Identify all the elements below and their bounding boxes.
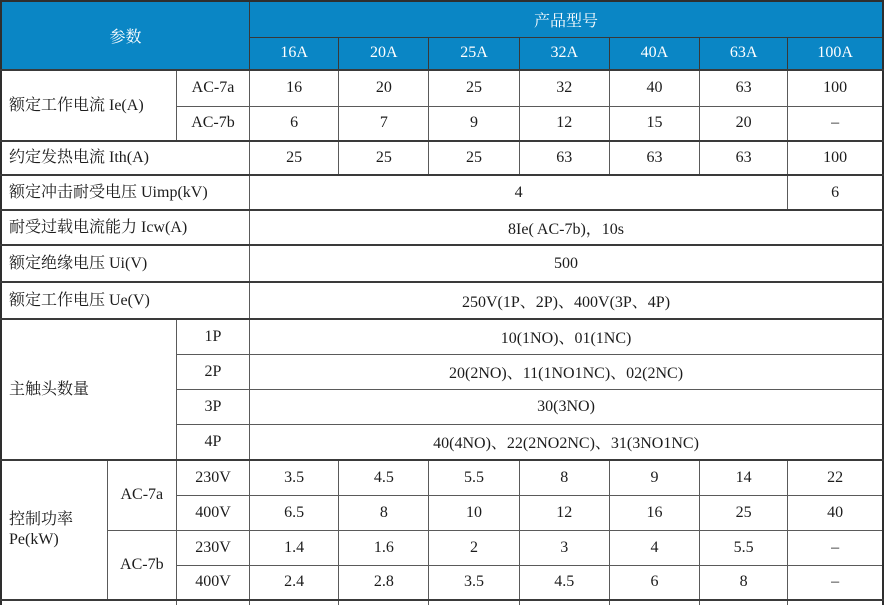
row-label-ie: 额定工作电流 Ie(A) [1, 70, 176, 141]
sub-label-pe-ac7b-400v: 400V [176, 565, 249, 600]
table-cell: 4 [250, 175, 788, 210]
sub-label-pe-ac7a-230v: 230V [176, 460, 249, 495]
table-cell: 16 [250, 70, 339, 106]
sub-label-4p: 4P [176, 424, 249, 460]
param-header-cell: 参数 [1, 1, 250, 70]
row-label-icw: 耐受过载电流能力 Icw(A) [1, 210, 250, 245]
table-cell: 63 [700, 141, 788, 175]
model-header-cell: 产品型号 [250, 1, 883, 37]
row-pe-ac7b-230v [1, 530, 883, 565]
row-label-ith: 约定发热电流 Ith(A) [1, 141, 250, 175]
table-cell: 63 [700, 70, 788, 106]
sub-label-2p: 2P [176, 354, 249, 389]
table-cell: 6 [250, 106, 339, 141]
table-cell: 5.5 [700, 530, 788, 565]
table-cell: 15 [609, 106, 699, 141]
sub-label-pe-ac7a: AC-7a [107, 460, 176, 530]
table-cell: 25 [250, 141, 339, 175]
table-cell: 12 [519, 495, 609, 530]
sub-label-1p: 1P [176, 319, 249, 354]
table-cell: 63 [609, 141, 699, 175]
row-ie-ac7a [1, 70, 883, 106]
col-header-20a: 20A [339, 37, 429, 70]
table-cell: 4 [609, 530, 699, 565]
table-cell: 30(3NO) [250, 389, 883, 424]
col-header-40a: 40A [609, 37, 699, 70]
table-cell: 8 [339, 495, 429, 530]
table-cell [429, 600, 519, 605]
sub-label-pe-ac7a-400v: 400V [176, 495, 249, 530]
table-cell: 25 [339, 141, 429, 175]
table-cell: 1.4 [250, 530, 339, 565]
col-header-25a: 25A [429, 37, 519, 70]
row-ue [1, 282, 883, 319]
table-cell: 6 [788, 175, 883, 210]
table-cell: 10(1NO)、01(1NC) [250, 319, 883, 354]
table-cell: 8 [700, 565, 788, 600]
table-cell: 6 [609, 565, 699, 600]
table-cell: 100 [788, 141, 883, 175]
table-cell: 25 [700, 495, 788, 530]
sub-label-ac7b: AC-7b [176, 106, 249, 141]
table-cell: 20 [339, 70, 429, 106]
table-cell: 14 [700, 460, 788, 495]
table-cell: 8 [519, 460, 609, 495]
row-label-contacts: 主触头数量 [1, 319, 176, 460]
table-cell: 40 [609, 70, 699, 106]
table-cell: – [788, 565, 883, 600]
col-header-32a: 32A [519, 37, 609, 70]
table-cell: 40 [788, 495, 883, 530]
table-cell: 12 [519, 106, 609, 141]
table-cell: 250V(1P、2P)、400V(3P、4P) [250, 282, 883, 319]
table-cell [176, 600, 249, 605]
table-cell: 22 [788, 460, 883, 495]
table-cell: 500 [250, 245, 883, 282]
table-cell [519, 600, 609, 605]
table-cell: 6.5 [250, 495, 339, 530]
header-row-1 [1, 1, 883, 37]
table-cell: 20(2NO)、11(1NO1NC)、02(2NC) [250, 354, 883, 389]
table-cell: 40(4NO)、22(2NO2NC)、31(3NO1NC) [250, 424, 883, 460]
col-header-100a: 100A [788, 37, 883, 70]
row-contacts-1p [1, 319, 883, 354]
table-cell: 8Ie( AC-7b)，10s [250, 210, 883, 245]
table-cell: 5.5 [429, 460, 519, 495]
table-cell: 4.5 [339, 460, 429, 495]
row-partial-cutoff [1, 600, 883, 605]
sub-label-pe-ac7b: AC-7b [107, 530, 176, 600]
table-cell: 10 [429, 495, 519, 530]
table-cell: 100 [788, 70, 883, 106]
row-label-ue: 额定工作电压 Ue(V) [1, 282, 250, 319]
row-uimp [1, 175, 883, 210]
row-label-uimp: 额定冲击耐受电压 Uimp(kV) [1, 175, 250, 210]
table-cell [1, 600, 176, 605]
table-cell [339, 600, 429, 605]
table-cell: 63 [519, 141, 609, 175]
table-cell: 9 [609, 460, 699, 495]
row-icw [1, 210, 883, 245]
row-pe-ac7a-230v [1, 460, 883, 495]
table-cell: 20 [700, 106, 788, 141]
table-cell: 16 [609, 495, 699, 530]
table-cell: 32 [519, 70, 609, 106]
table-cell: 3 [519, 530, 609, 565]
table-cell [609, 600, 699, 605]
col-header-16a: 16A [250, 37, 339, 70]
table-cell: – [788, 106, 883, 141]
table-cell: 3.5 [250, 460, 339, 495]
table-cell: 2.4 [250, 565, 339, 600]
table-cell: 25 [429, 141, 519, 175]
table-cell [700, 600, 788, 605]
col-header-63a: 63A [700, 37, 788, 70]
row-label-ui: 额定绝缘电压 Ui(V) [1, 245, 250, 282]
table-cell: – [788, 530, 883, 565]
table-cell: 7 [339, 106, 429, 141]
table-cell [250, 600, 339, 605]
table-cell [788, 600, 883, 605]
row-ith [1, 141, 883, 175]
sub-label-3p: 3P [176, 389, 249, 424]
table-cell: 3.5 [429, 565, 519, 600]
sub-label-ac7a: AC-7a [176, 70, 249, 106]
table-cell: 9 [429, 106, 519, 141]
table-cell: 2 [429, 530, 519, 565]
row-label-pe: 控制功率 Pe(kW) [1, 460, 107, 600]
sub-label-pe-ac7b-230v: 230V [176, 530, 249, 565]
row-ui [1, 245, 883, 282]
table-cell: 2.8 [339, 565, 429, 600]
table-cell: 1.6 [339, 530, 429, 565]
table-cell: 25 [429, 70, 519, 106]
table-cell: 4.5 [519, 565, 609, 600]
